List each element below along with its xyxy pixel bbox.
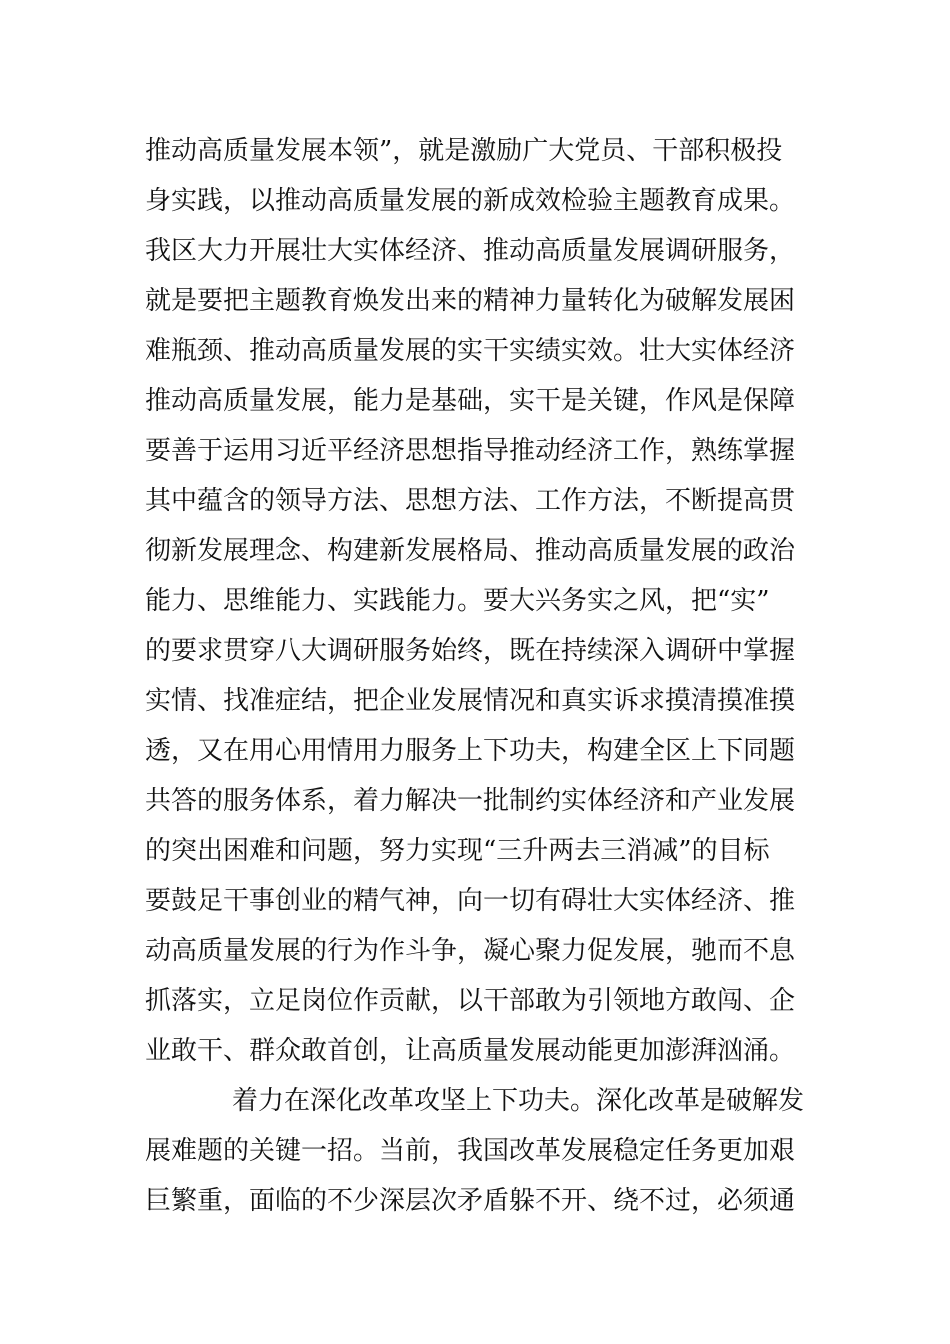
text-line: 要善于运用习近平经济思想指导推动经济工作，熟练掌握 [145,436,796,466]
text-line: 实情、找准症结，把企业发展情况和真实诉求摸清摸准摸 [145,686,796,716]
text-line: 的要求贯穿八大调研服务始终，既在持续深入调研中掌握 [145,636,796,666]
text-line: 动高质量发展的行为作斗争，凝心聚力促发展，驰而不息 [145,936,796,966]
text-line: 就是要把主题教育焕发出来的精神力量转化为破解发展困 [145,286,796,316]
text-line: 身实践，以推动高质量发展的新成效检验主题教育成果。 [145,186,796,216]
text-line: 透，又在用心用情用力服务上下功夫，构建全区上下同题 [145,736,796,766]
text-line: 巨繁重，面临的不少深层次矛盾躲不开、绕不过，必须通 [145,1186,796,1216]
text-line: 的突出困难和问题，努力实现“三升两去三消减”的目标 [145,836,770,866]
text-line: 共答的服务体系，着力解决一批制约实体经济和产业发展 [145,786,796,816]
text-line: 推动高质量发展，能力是基础，实干是关键，作风是保障 [145,386,796,416]
text-line: 推动高质量发展本领”，就是激励广大党员、干部积极投 [145,136,783,166]
text-line: 能力、思维能力、实践能力。要大兴务实之风，把“实” [145,586,770,616]
text-line: 其中蕴含的领导方法、思想方法、工作方法，不断提高贯 [145,486,796,516]
text-line: 我区大力开展壮大实体经济、推动高质量发展调研服务， [145,236,796,266]
text-line: 难瓶颈、推动高质量发展的实干实绩实效。壮大实体经济 [145,336,796,366]
text-line: 展难题的关键一招。当前，我国改革发展稳定任务更加艰 [145,1136,796,1166]
text-line: 抓落实，立足岗位作贡献，以干部敢为引领地方敢闯、企 [145,986,796,1016]
text-line: 要鼓足干事创业的精气神，向一切有碍壮大实体经济、推 [145,886,796,916]
text-line: 彻新发展理念、构建新发展格局、推动高质量发展的政治 [145,536,796,566]
text-line: 业敢干、群众敢首创，让高质量发展动能更加澎湃汹涌。 [145,1036,796,1066]
paragraph-start-line: 着力在深化改革攻坚上下功夫。深化改革是破解发 [232,1086,805,1116]
